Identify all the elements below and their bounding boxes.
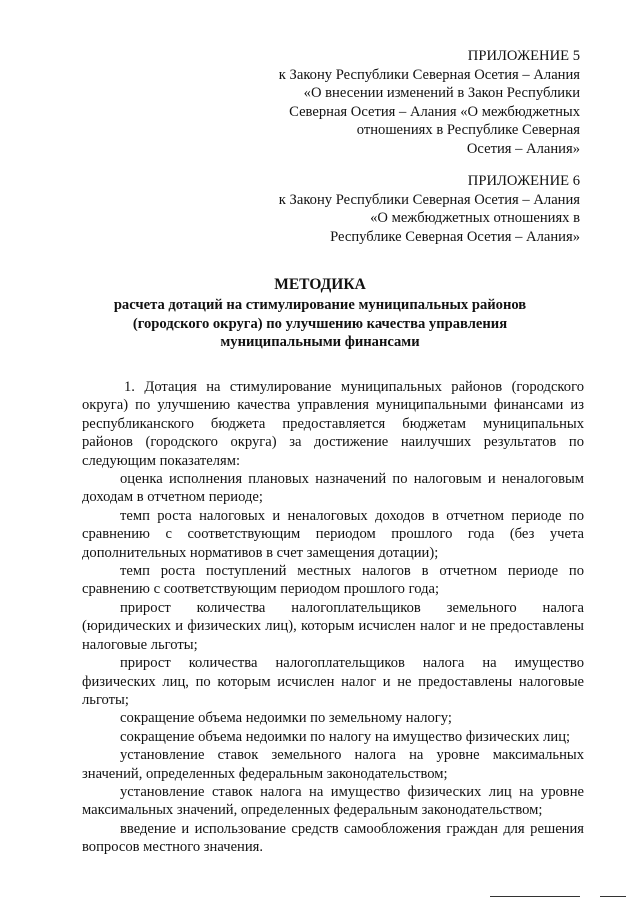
paragraph: темп роста налоговых и неналоговых доходов в отчетном периоде по сравнению с соответствующим периодом прошлого года (без учета дополнительных нормативов в счет замещения дотации); <box>82 507 584 561</box>
appendix-5-line: «О внесении изменений в Закон Республики <box>303 85 580 101</box>
subtitle-line: расчета дотаций на стимулирование муниципальных районов <box>113 297 527 313</box>
footer-dash <box>600 896 626 897</box>
appendix-5-block <box>279 47 580 158</box>
paragraph: установление ставок земельного налога на уровне максимальных значений, определенных федеральным законодательством; <box>82 747 584 782</box>
paragraph: сокращение объема недоимки по налогу на имущество физических лиц; <box>120 728 571 745</box>
appendix-6-block <box>279 172 580 246</box>
appendix-5-line: Осетия – Алания» <box>466 140 580 157</box>
appendix-5-line: Северная Осетия – Алания «О межбюджетных <box>289 103 580 120</box>
document-subtitle <box>0 296 640 352</box>
paragraph: введение и использование средств самообложения граждан для решения вопросов местного значения. <box>82 820 584 856</box>
document-body <box>82 378 584 857</box>
paragraph: прирост количества налогоплательщиков земельного налога (юридических и физических лиц), которым исчислен налог и не предоставлены налоговые льготы; <box>82 599 584 653</box>
appendix-5-heading: ПРИЛОЖЕНИЕ 5 <box>467 48 580 64</box>
appendix-6-heading: ПРИЛОЖЕНИЕ 6 <box>467 173 580 189</box>
subtitle-line: (городского округа) по улучшению качества управления <box>132 315 508 332</box>
document-title: МЕТОДИКА <box>274 276 366 293</box>
paragraph: установление ставок налога на имущество физических лиц на уровне максимальных значений, определенных федеральным законодательством; <box>82 783 584 819</box>
footer-rule <box>490 896 580 897</box>
paragraph: оценка исполнения плановых назначений по налоговым и неналоговым доходам в отчетном периоде; <box>82 471 584 506</box>
paragraph: прирост количества налогоплательщиков налога на имущество физических лиц, по которым исчислен налог и не предоставлены налоговые льготы; <box>82 655 584 708</box>
appendix-6-line: Республике Северная Осетия – Алания» <box>330 228 580 245</box>
appendix-5-line: отношениях в Республике Северная <box>356 122 580 138</box>
paragraph: сокращение объема недоимки по земельному налогу; <box>120 710 452 727</box>
appendix-6-line: «О межбюджетных отношениях в <box>370 210 580 226</box>
appendix-5-line: к Закону Республики Северная Осетия – Алания <box>278 66 580 83</box>
appendix-6-line: к Закону Республики Северная Осетия – Алания <box>278 191 580 208</box>
paragraph: темп роста поступлений местных налогов в отчетном периоде по сравнению с соответствующим периодом прошлого года; <box>82 563 584 598</box>
subtitle-line: муниципальными финансами <box>220 334 420 350</box>
paragraph: 1. Дотация на стимулирование муниципальных районов (городского округа) по улучшению качества управления муниципальными финансами из республиканского бюджета предоставляется бюджетам муниципальных районов (городского округа) за достижение наилучших результатов по следующим показателям: <box>82 379 584 469</box>
